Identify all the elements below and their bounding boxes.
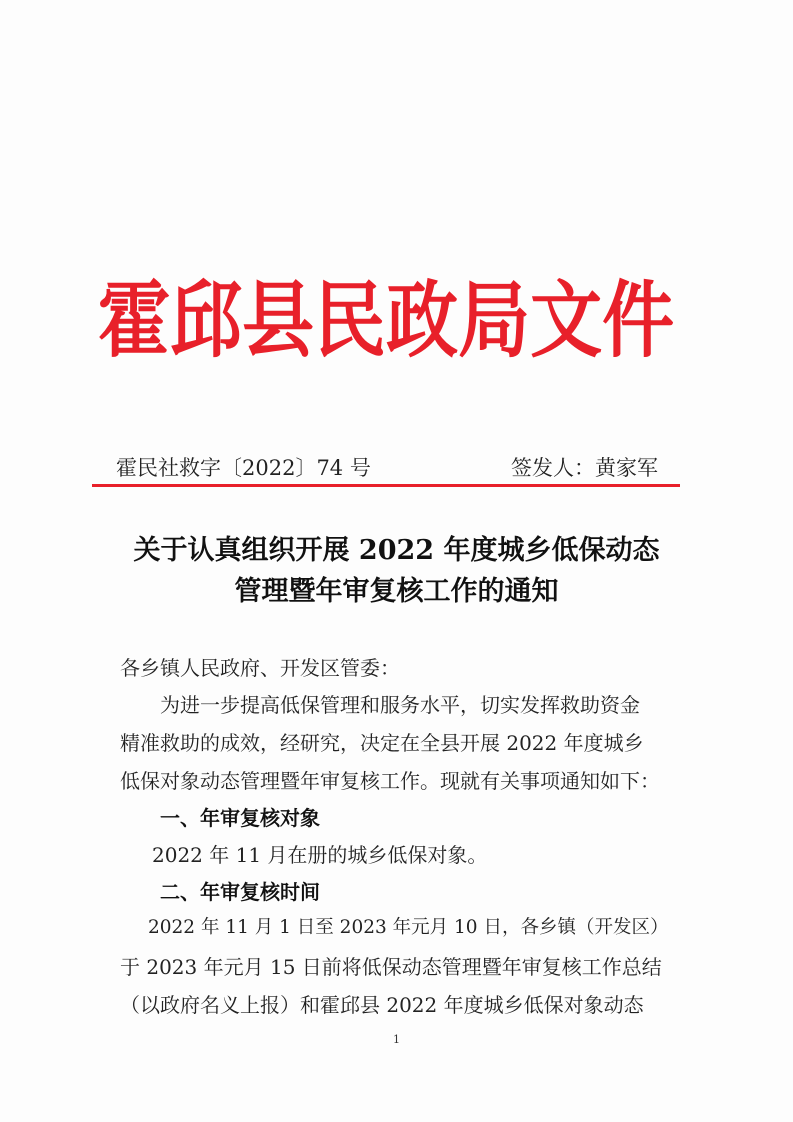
header-char: 邱 — [170, 271, 243, 369]
header-char: 民 — [314, 271, 387, 369]
intro-paragraph-line-3: 低保对象动态管理暨年审复核工作。现就有关事项通知如下： — [120, 769, 660, 793]
page-number: 1 — [393, 1033, 400, 1046]
signer-label: 签发人：黄家军 — [511, 456, 658, 480]
section-heading-1: 一、年审复核对象 — [160, 806, 320, 830]
section-heading-2: 二、年审复核时间 — [160, 880, 320, 904]
notice-title-line-2: 管理暨年审复核工作的通知 — [234, 576, 559, 607]
header-char: 件 — [602, 271, 675, 369]
header-char: 霍 — [98, 271, 171, 369]
section-2-line-2: 于 2023 年元月 15 日前将低保动态管理暨年审复核工作总结 — [120, 955, 662, 979]
section-2-line-3: （以政府名义上报）和霍邱县 2022 年度城乡低保对象动态 — [120, 993, 644, 1017]
header-char: 文 — [530, 271, 603, 369]
section-1-text: 2022 年 11 月在册的城乡低保对象。 — [152, 843, 488, 867]
section-2-line-1: 2022 年 11 月 1 日至 2023 年元月 10 日，各乡镇（开发区） — [148, 917, 669, 938]
header-char: 局 — [458, 271, 531, 369]
intro-paragraph-line-1: 为进一步提高低保管理和服务水平，切实发挥救助资金 — [160, 693, 640, 717]
document-number: 霍民社救字〔2022〕74 号 — [116, 456, 371, 480]
header-char: 县 — [242, 271, 315, 369]
red-divider-line — [92, 484, 680, 487]
intro-paragraph-line-2: 精准救助的成效，经研究，决定在全县开展 2022 年度城乡 — [120, 731, 644, 755]
notice-title-line-1: 关于认真组织开展 2022 年度城乡低保动态 — [133, 535, 660, 566]
document-header-title — [98, 268, 673, 372]
header-char: 政 — [386, 271, 459, 369]
addressee: 各乡镇人民政府、开发区管委： — [120, 656, 400, 680]
